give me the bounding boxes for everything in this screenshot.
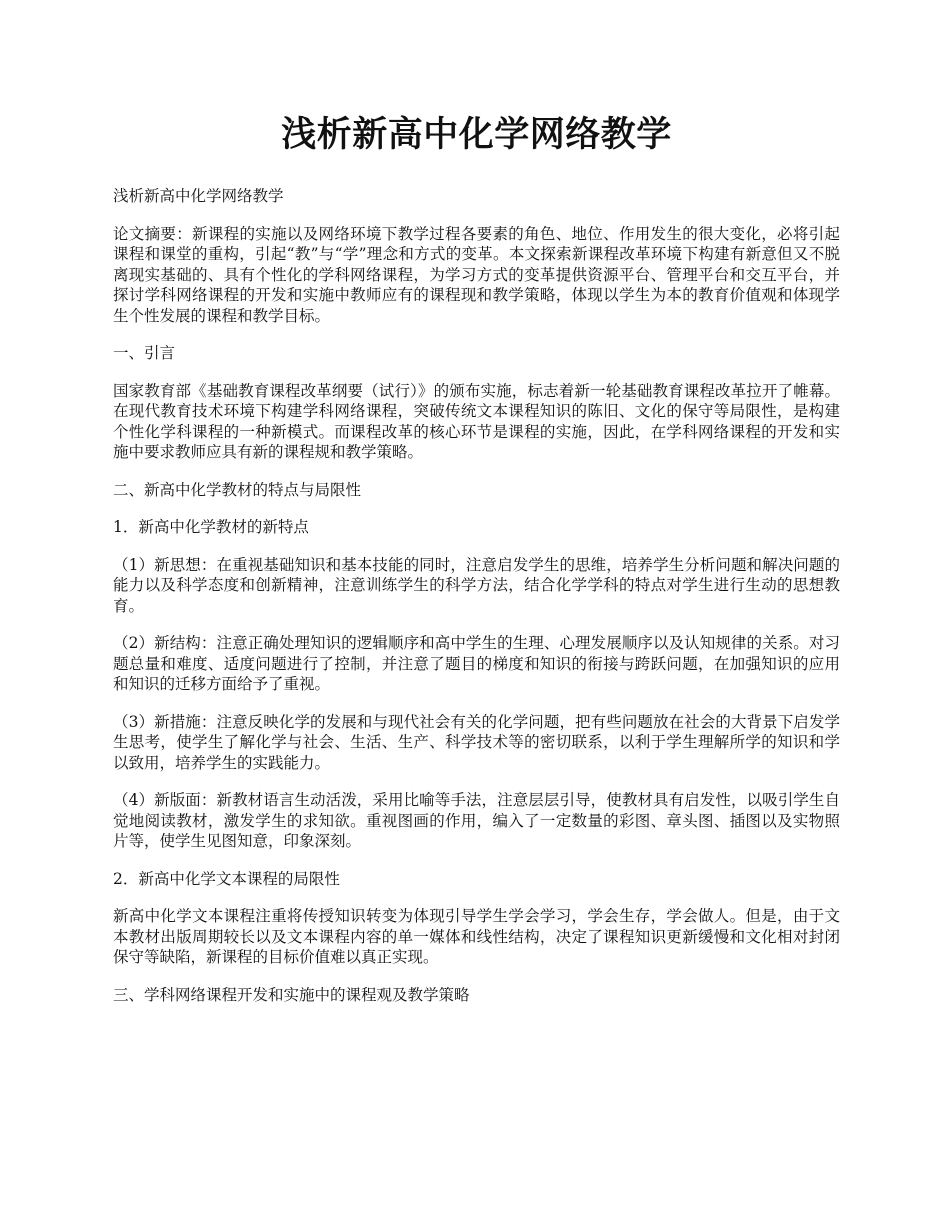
introduction-paragraph: 国家教育部《基础教育课程改革纲要（试行）》的颁布实施，标志着新一轮基础教育课程改革拉开了帷幕。在现代教育技术环境下构建学科网络课程，突破传统文本课程知识的陈旧、文化的保守等局限性，是构建个性化学科课程的一种新模式。而课程改革的核心环节是课程的实施，因此，在学科网络课程的开发和实施中要求教师应具有新的课程规和教学策略。	[113, 381, 840, 461]
feature-paragraph-layout: （4）新版面：新教材语言生动活泼，采用比喻等手法，注意层层引导，使教材具有启发性，以吸引学生自觉地阅读教材，激发学生的求知欲。重视图画的作用，编入了一定数量的彩图、章头图、插图以及实物照片等，使学生见图知意，印象深刻。	[113, 791, 840, 850]
limitations-paragraph: 新高中化学文本课程注重将传授知识转变为体现引导学生学会学习，学会生存，学会做人。但是，由于文本教材出版周期较长以及文本课程内容的单一媒体和线性结构，决定了课程知识更新缓慢和文化相对封闭保守等缺陷，新课程的目标价值难以真正实现。	[113, 907, 840, 966]
feature-paragraph-measures: （3）新措施：注意反映化学的发展和与现代社会有关的化学问题，把有些问题放在社会的大背景下启发学生思考，使学生了解化学与社会、生活、生产、科学技术等的密切联系，以利于学生理解所学的知识和学以致用，培养学生的实践能力。	[113, 712, 840, 772]
section-heading-textbook-features: 二、新高中化学教材的特点与局限性	[113, 480, 362, 499]
feature-paragraph-thinking: （1）新思想：在重视基础知识和基本技能的同时，注意启发学生的思维，培养学生分析问题和解决问题的能力以及科学态度和创新精神，注意训练学生的科学方法，结合化学学科的特点对学生进行生动的思想教育。	[113, 555, 840, 615]
subsection-heading-new-features: 1．新高中化学教材的新特点	[113, 518, 309, 536]
subsection-heading-limitations: 2．新高中化学文本课程的局限性	[113, 869, 340, 888]
document-title: 浅析新高中化学网络教学	[281, 114, 672, 155]
section-heading-introduction: 一、引言	[113, 344, 176, 362]
subtitle-paragraph: 浅析新高中化学网络教学	[113, 187, 284, 205]
feature-paragraph-structure: （2）新结构：注意正确处理知识的逻辑顺序和高中学生的生理、心理发展顺序以及认知规律的关系。对习题总量和难度、适度问题进行了控制，并注意了题目的梯度和知识的衔接与跨跃问题，在加强知识的应用和知识的迁移方面给予了重视。	[113, 634, 840, 693]
abstract-paragraph: 论文摘要：新课程的实施以及网络环境下教学过程各要素的角色、地位、作用发生的很大变化，必将引起课程和课堂的重构，引起“教”与“学”理念和方式的变革。本文探索新课程改革环境下构建有新意但又不脱离现实基础的、具有个性化的学科网络课程，为学习方式的变革提供资源平台、管理平台和交互平台，并探讨学科网络课程的开发和实施中教师应有的课程现和教学策略，体现以学生为本的教育价值观和体现学生个性发展的课程和教学目标。	[113, 224, 840, 325]
section-heading-curriculum-strategy: 三、学科网络课程开发和实施中的课程观及教学策略	[113, 985, 470, 1004]
